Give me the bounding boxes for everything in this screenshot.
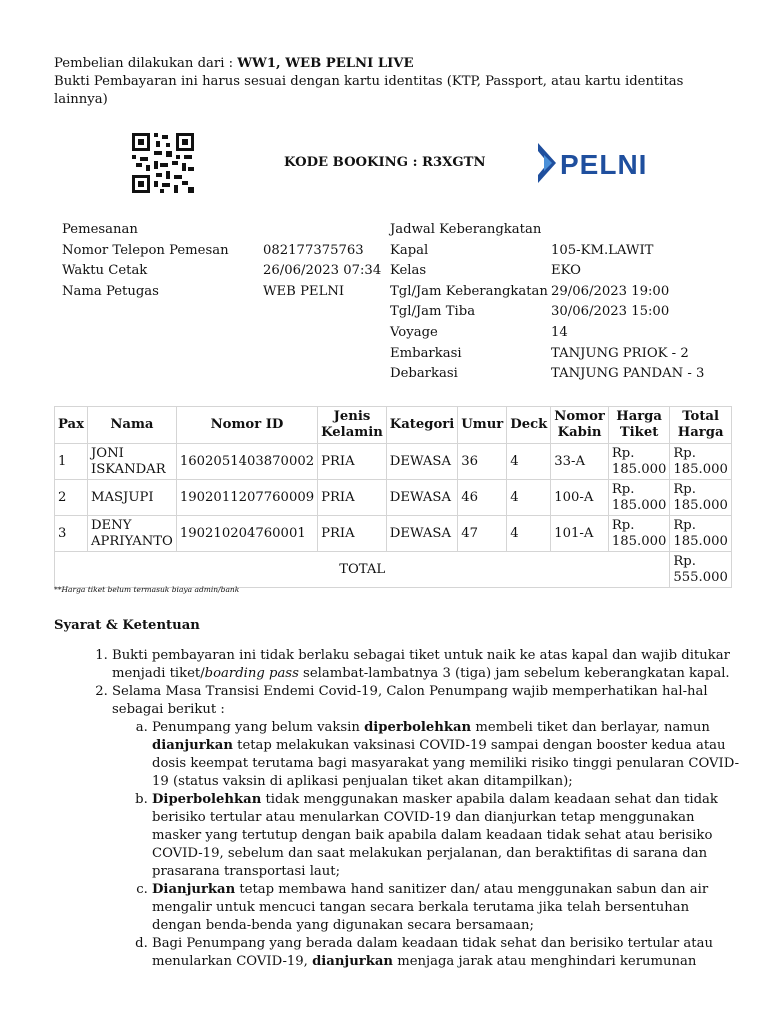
list-item [112,683,742,971]
info-label: Embarkasi [390,345,462,361]
table-cell: 33-A [551,444,609,480]
table-cell: 1902011207760009 [176,480,317,516]
table-row [55,444,732,480]
purchase-prefix: Pembelian dilakukan dari : [54,56,238,71]
term-bold: Dianjurkan [152,882,236,897]
booking-code-value: R3XGTN [422,155,486,170]
term-text: tetap melakukan vaksinasi COVID-19 sampai dengan booster kedua atau dosis keempat terutama bagi masyarakat yang memiliki risiko tinggi penularan COVID-19 (status vaksin di aplikasi penjualan tiket akan ditampilkan); [152,738,740,789]
table-header-cell: Kategori [386,407,457,444]
info-label: Voyage [390,324,438,340]
table-header-cell: Nomor Kabin [551,407,609,444]
table-cell: Rp. 185.000 [670,516,732,552]
info-label: Nama Petugas [62,283,159,299]
table-header-cell: Harga Tiket [608,407,670,444]
sub-terms-list [112,719,742,971]
pelni-logo [536,141,672,187]
table-row [55,480,732,516]
table-header-cell: Nama [87,407,176,444]
info-value: 26/06/2023 07:34 [263,263,382,279]
term-text: selambat-lambatnya 3 (tiga) jam sebelum keberangkatan kapal. [298,666,730,681]
passenger-table [54,406,732,588]
info-value: 105-KM.LAWIT [551,242,654,258]
booking-label: KODE BOOKING : [284,155,423,170]
list-item [152,935,742,971]
table-cell: 1602051403870002 [176,444,317,480]
total-row [55,552,732,588]
info-value: 082177375763 [263,242,364,258]
info-label: Kelas [390,263,427,279]
table-header-cell: Umur [458,407,507,444]
table-cell: JONI ISKANDAR [87,444,176,480]
terms-list [88,647,742,971]
table-cell: 2 [55,480,88,516]
info-label: Waktu Cetak [62,263,148,279]
term-bold: dianjurkan [152,738,233,753]
table-header-cell: Deck [507,407,551,444]
purchase-source: WW1, WEB PELNI LIVE [237,56,414,71]
term-text: tidak menggunakan masker apabila dalam keadaan sehat dan tidak berisiko tertular atau menularkan COVID-19 dan dianjurkan tetap menggunakan masker yang tertutup dengan baik apabila dalam keadaan tidak sehat atau berisiko COVID-19, sebelum dan saat melakukan perjalanan, dan beraktifitas di sarana dan prasarana transportasi laut; [152,792,718,879]
term-bold: diperbolehkan [364,720,472,735]
table-cell: MASJUPI [87,480,176,516]
table-cell: 3 [55,516,88,552]
table-cell: 4 [507,480,551,516]
table-header-cell: Pax [55,407,88,444]
term-text: Bagi Penumpang yang berada dalam keadaan tidak sehat dan berisiko tertular atau menularkan COVID-19, [152,936,713,969]
table-cell: DEWASA [386,480,457,516]
table-cell: DEWASA [386,516,457,552]
table-cell: PRIA [318,516,387,552]
table-header-cell: Jenis Kelamin [318,407,387,444]
table-cell: DEWASA [386,444,457,480]
total-value: Rp. 555.000 [670,552,732,588]
info-label: Tgl/Jam Keberangkatan [390,283,548,299]
info-value: EKO [551,263,581,279]
info-value: 14 [551,324,568,340]
table-cell: 36 [458,444,507,480]
table-cell: Rp. 185.000 [608,480,670,516]
terms-title: Syarat & Ketentuan [54,618,200,633]
table-header-cell: Nomor ID [176,407,317,444]
term-bold: dianjurkan [312,954,394,969]
table-cell: Rp. 185.000 [670,480,732,516]
purchase-source-line [54,55,714,73]
table-header-cell: Total Harga [670,407,732,444]
table-cell: PRIA [318,444,387,480]
table-cell: 4 [507,444,551,480]
list-item [112,647,742,683]
identity-note: Bukti Pembayaran ini harus sesuai dengan kartu identitas (KTP, Passport, atau kartu identitas lainnya) [54,74,684,107]
schedule-info [390,221,704,386]
term-text: tetap membawa hand sanitizer dan/ atau menggunakan sabun dan air mengalir untuk mencuci tangan secara berkala terutama jika telah bersentuhan dengan benda-benda yang digunakan secara bersamaan; [152,882,709,933]
term-text: Bukti pembayaran ini tidak berlaku sebagai tiket untuk naik ke atas kapal dan wajib ditukar menjadi tiket/ [112,648,730,681]
table-cell: 101-A [551,516,609,552]
orderer-heading: Pemesanan [62,222,138,237]
term-text: Selama Masa Transisi Endemi Covid-19, Calon Penumpang wajib memperhatikan hal-hal sebagai berikut : [112,684,708,717]
logo-text: PELNI [560,149,648,180]
term-text: membeli tiket dan berlayar, namun [471,720,710,735]
purchase-info [54,55,714,109]
list-item [152,881,742,935]
table-cell: PRIA [318,480,387,516]
table-cell: DENY APRIYANTO [87,516,176,552]
table-cell: 4 [507,516,551,552]
info-value: 30/06/2023 15:00 [551,304,670,320]
info-value: 29/06/2023 19:00 [551,283,670,299]
term-bold: Diperbolehkan [152,792,262,807]
info-label: Nomor Telepon Pemesan [62,242,229,258]
term-text: Penumpang yang belum vaksin [152,720,365,735]
price-note: **Harga tiket belum termasuk biaya admin/bank [54,585,240,594]
table-cell: 46 [458,480,507,516]
total-label: TOTAL [55,552,670,588]
booking-code [284,154,486,172]
term-text: menjaga jarak atau menghindari kerumunan [393,954,697,969]
info-value: TANJUNG PRIOK - 2 [551,345,689,361]
info-value: WEB PELNI [263,283,345,299]
term-italic: boarding pass [204,666,299,681]
schedule-heading: Jadwal Keberangkatan [390,222,542,237]
qr-code [132,133,194,193]
table-cell: Rp. 185.000 [608,516,670,552]
table-cell: Rp. 185.000 [608,444,670,480]
orderer-info [62,221,381,303]
list-item [152,791,742,881]
info-value: TANJUNG PANDAN - 3 [551,366,705,382]
table-cell: Rp. 185.000 [670,444,732,480]
table-row [55,516,732,552]
table-header [55,407,732,444]
info-label: Kapal [390,242,429,258]
table-cell: 1 [55,444,88,480]
info-label: Tgl/Jam Tiba [390,304,476,320]
table-cell: 190210204760001 [176,516,317,552]
table-cell: 100-A [551,480,609,516]
info-label: Debarkasi [390,366,458,382]
list-item [152,719,742,791]
table-cell: 47 [458,516,507,552]
